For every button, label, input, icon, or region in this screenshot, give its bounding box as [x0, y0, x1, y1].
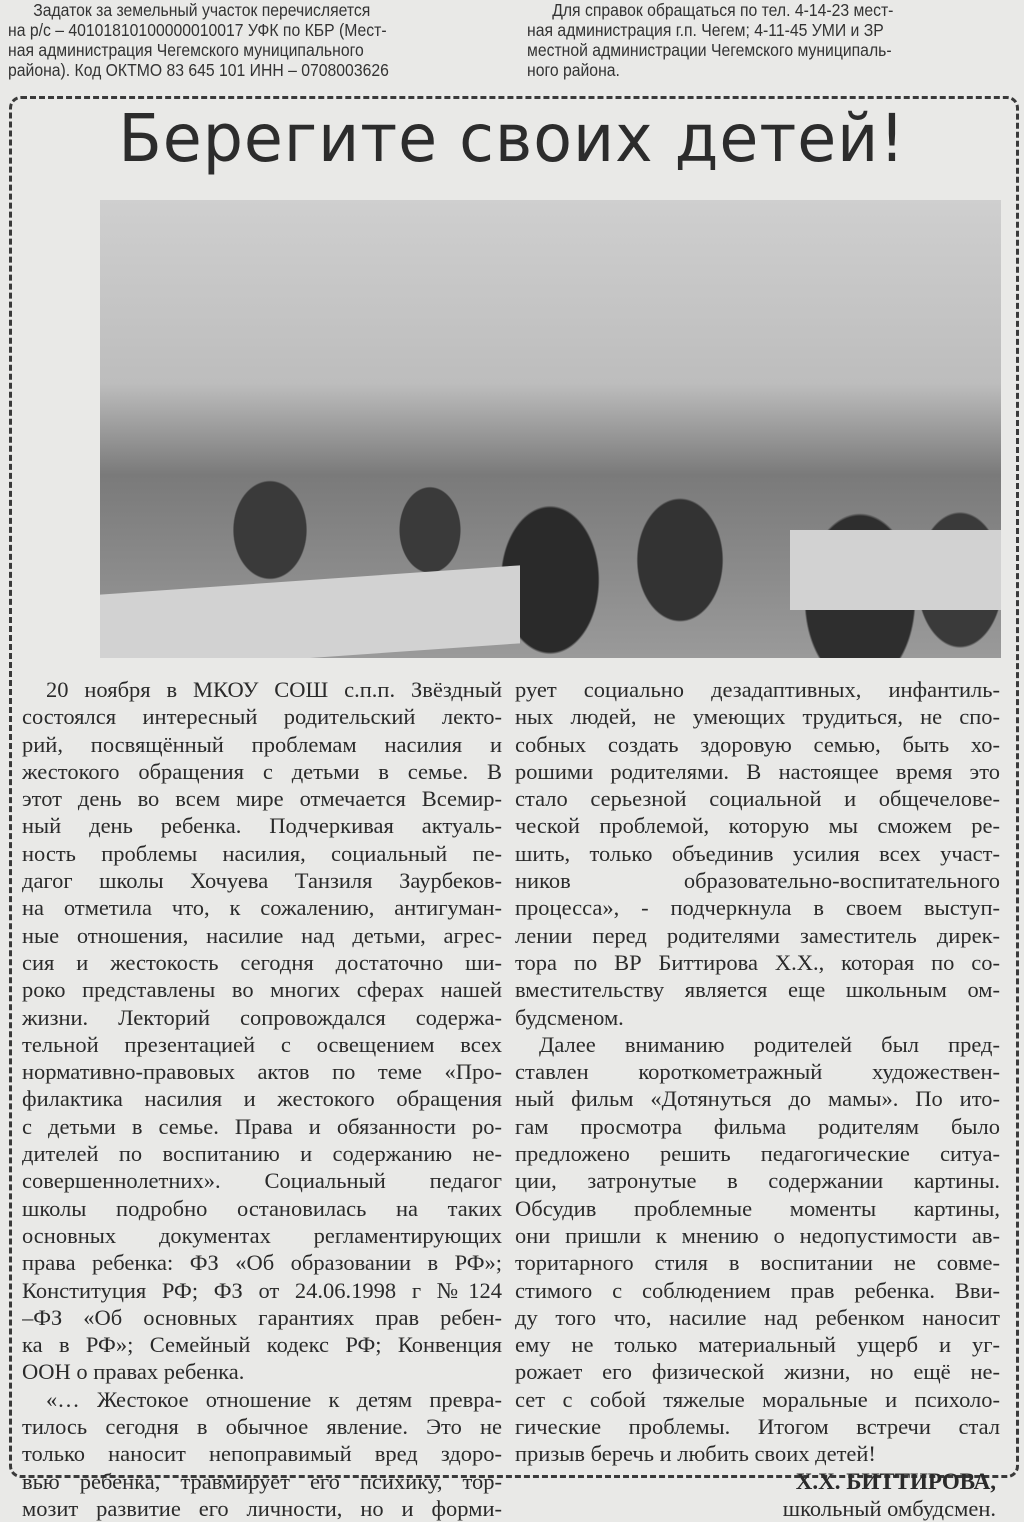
- text-line: гам просмотра фильма родителям было: [515, 1113, 1000, 1139]
- paragraph: [515, 676, 1000, 1031]
- author-role: школьный омбудсмен.: [782, 1495, 996, 1521]
- paragraph: [22, 676, 502, 1386]
- text-line: ников образовательно-воспитательного: [515, 868, 1000, 894]
- text-line: ООН о правах ребенка.: [22, 1359, 245, 1385]
- text-line: Далее вниманию родителей был пред-: [539, 1031, 1000, 1057]
- paragraph: [515, 1031, 1000, 1468]
- text-line: предложено решить педагогические ситуа-: [515, 1141, 1000, 1167]
- text-line: на отметила что, к сожалению, антигуман-: [22, 895, 502, 921]
- photo-desk: [100, 565, 520, 658]
- text-line: призыв беречь и любить своих детей!: [515, 1441, 876, 1467]
- text-line: состоялся интересный родительский лекто-: [22, 704, 502, 730]
- notice-line: на р/с – 40101810100000010017 УФК по КБР (Мест-: [8, 20, 387, 40]
- text-line: ему не только материальный ущерб и уг-: [515, 1332, 1000, 1358]
- text-line: ду того что, насилие над ребенком наносит: [515, 1304, 1000, 1330]
- text-line: ные отношения, насилие над детьми, агрес-: [22, 922, 502, 948]
- text-line: процесса», - подчеркнула в своем выступ-: [515, 895, 1000, 921]
- notice-line: ного района.: [527, 60, 620, 80]
- article-photo: [100, 200, 1001, 658]
- text-line: мозит развитие его личности, но и форми-: [22, 1495, 502, 1521]
- text-line: гические проблемы. Итогом встречи стал: [515, 1414, 1000, 1440]
- text-line: вместительству является еще школьным ом-: [515, 977, 1000, 1003]
- text-line: ность проблемы насилия, социальный пе-: [22, 840, 502, 866]
- text-line: жизни. Лекторий сопровождался содержа-: [22, 1004, 502, 1030]
- notice-line: ная администрация г.п. Чегем; 4-11-45 УМИ и ЗР: [527, 20, 884, 40]
- signature: [515, 1468, 1000, 1522]
- author-name: Х.Х. БИТТИРОВА,: [795, 1468, 996, 1494]
- text-line: «… Жестокое отношение к детям превра-: [46, 1386, 502, 1412]
- text-line: стимого с соблюдением прав ребенка. Вви-: [515, 1277, 1000, 1303]
- text-line: нормативно-правовых актов по теме «Про-: [22, 1059, 502, 1085]
- text-line: рует социально дезадаптивных, инфантиль-: [515, 677, 1000, 702]
- text-line: школы подробно остановилась на таких: [22, 1195, 502, 1221]
- notice-left: [8, 0, 494, 80]
- text-line: ческой проблемой, которую мы сможем ре-: [515, 813, 1000, 839]
- text-line: роко представлены во многих сферах нашей: [22, 977, 502, 1003]
- text-line: филактика насилия и жестокого обращения: [22, 1086, 502, 1112]
- text-line: только наносит непоправимый вред здоро-: [22, 1441, 502, 1467]
- notice-line: Для справок обращаться по тел. 4-14-23 мест-: [552, 0, 894, 20]
- article-column-left: [22, 676, 502, 1522]
- text-line: рошими родителями. В настоящее время это: [515, 758, 1000, 784]
- text-line: ных людей, не умеющих трудиться, не спо-: [515, 704, 1000, 730]
- text-line: основных документах регламентирующих: [22, 1222, 502, 1248]
- text-line: ставлен короткометражный художествен-: [515, 1059, 1000, 1085]
- notice-right: [527, 0, 1020, 80]
- text-line: торитарного стиля в воспитании не совме-: [515, 1250, 1000, 1276]
- text-line: дагог школы Хочуева Танзиля Заурбеков-: [22, 868, 502, 894]
- text-line: рий, посвящённый проблемам насилия и: [22, 731, 502, 757]
- text-line: жестокого обращения с детьми в семье. В: [22, 758, 502, 784]
- text-line: тельной презентацией с освещением всех: [22, 1031, 502, 1057]
- text-line: шить, только объединив усилия всех участ-: [515, 840, 1000, 866]
- text-line: сия и жестокость сегодня достаточно ши-: [22, 949, 502, 975]
- text-line: вью ребенка, травмирует его психику, тор-: [22, 1468, 502, 1494]
- article-column-right: [515, 676, 1000, 1522]
- text-line: ный фильм «Дотянуться до мамы». По ито-: [515, 1086, 1000, 1112]
- notice-line: местной администрации Чегемского муниципаль-: [527, 40, 892, 60]
- text-line: ный день ребенка. Подчеркивая актуаль-: [22, 813, 502, 839]
- notice-line: Задаток за земельный участок перечисляется: [33, 0, 371, 20]
- notice-line: ная администрация Чегемского муниципального: [8, 40, 364, 60]
- text-line: этот день во всем мире отмечается Всемир-: [22, 786, 502, 812]
- text-line: собных создать здоровую семью, быть хо-: [515, 731, 1000, 757]
- photo-desk: [790, 530, 1001, 610]
- text-line: стало серьезной социальной и общечелове-: [515, 786, 1000, 812]
- notice-line: района). Код ОКТМО 83 645 101 ИНН – 0708003626: [8, 60, 389, 80]
- text-line: ции, затронутые в содержании картины.: [515, 1168, 1000, 1194]
- text-line: они пришли к мнению о недопустимости ав-: [515, 1222, 1000, 1248]
- text-line: 20 ноября в МКОУ СОШ с.п.п. Звёздный: [46, 677, 502, 702]
- text-line: –ФЗ «Об основных гарантиях прав ребен-: [22, 1304, 502, 1330]
- article-title: Берегите своих детей!: [118, 100, 906, 177]
- text-line: тора по ВР Биттирова Х.Х., которая по со-: [515, 949, 1000, 975]
- text-line: дителей по воспитанию и содержанию не-: [22, 1141, 502, 1167]
- text-line: права ребенка: ФЗ «Об образовании в РФ»;: [22, 1250, 502, 1276]
- text-line: ка в РФ»; Семейный кодекс РФ; Конвенция: [22, 1332, 502, 1358]
- text-line: тилось сегодня в обычное явление. Это не: [22, 1414, 502, 1440]
- text-line: с детьми в семье. Права и обязанности ро-: [22, 1113, 502, 1139]
- text-line: рожает его физической жизни, но ещё не-: [515, 1359, 1000, 1385]
- text-line: будсменом.: [515, 1004, 624, 1030]
- text-line: лении перед родителями заместитель дирек-: [515, 922, 1000, 948]
- text-line: совершеннолетних». Социальный педагог: [22, 1168, 502, 1194]
- text-line: сет с собой тяжелые моральные и психоло-: [515, 1386, 1000, 1412]
- text-line: Обсудив проблемные моменты картины,: [515, 1195, 1000, 1221]
- text-line: Конституция РФ; ФЗ от 24.06.1998 г №124: [22, 1277, 502, 1303]
